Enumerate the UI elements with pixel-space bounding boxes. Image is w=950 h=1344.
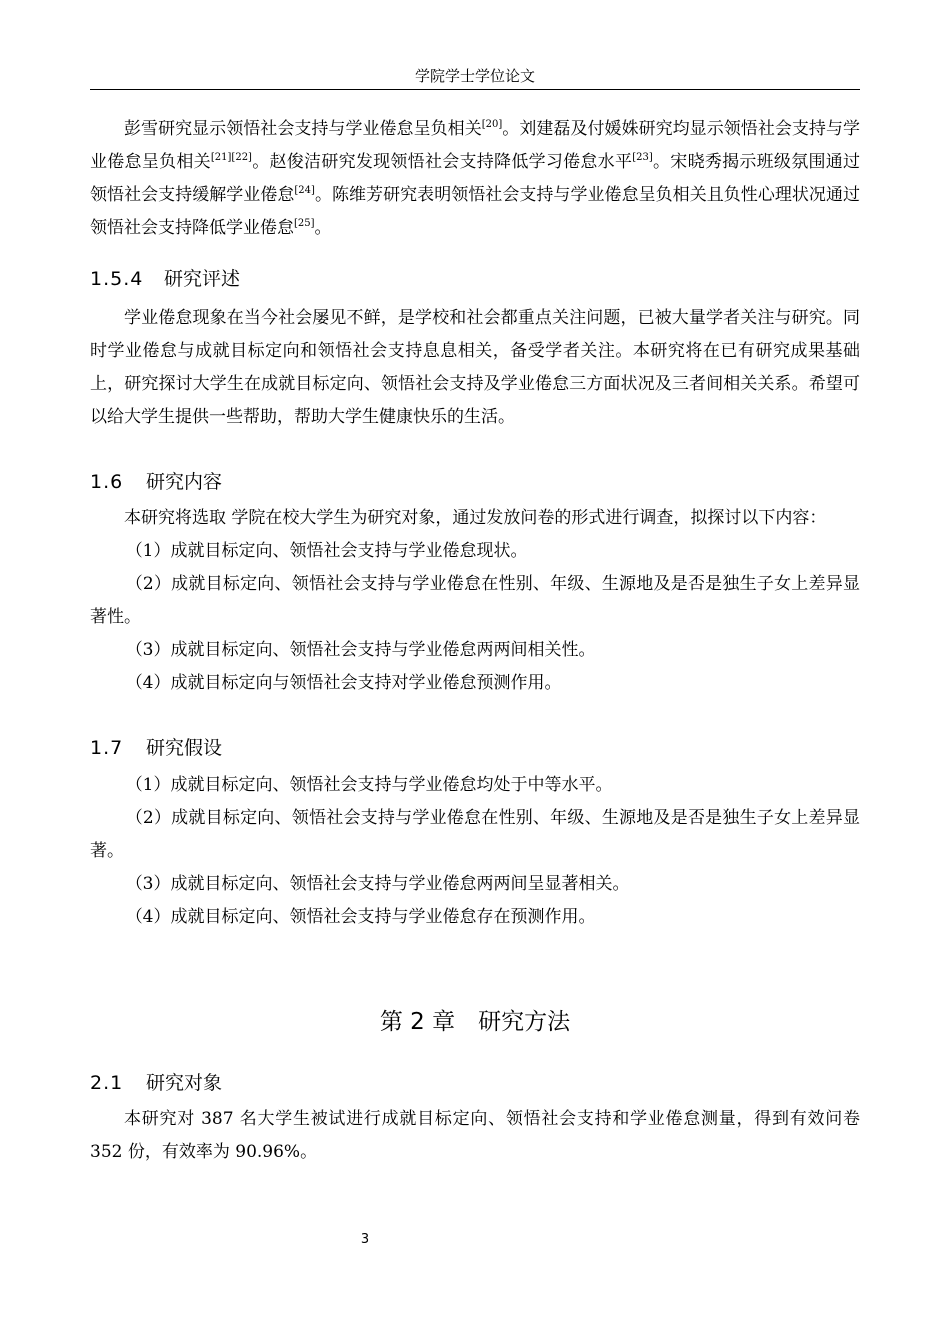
intro-paragraph	[90, 113, 860, 245]
section-number: 1.7	[90, 737, 124, 759]
section-number: 1.5.4	[90, 268, 144, 290]
intro-sentence: 彭雪研究显示领悟社会支持与学业倦怠呈负相关	[124, 119, 482, 139]
section-heading-2-1	[90, 1069, 860, 1097]
citation: [24]	[294, 185, 315, 196]
subjects-paragraph: 本研究对 387 名大学生被试进行成就目标定向、领悟社会支持和学业倦怠测量，得到有效问卷 352 份，有效率为 90.96%。	[90, 1109, 860, 1162]
hypothesis-list-item: （1）成就目标定向、领悟社会支持与学业倦怠均处于中等水平。	[125, 775, 613, 795]
page-number: 3	[360, 1232, 370, 1247]
section-number: 2.1	[90, 1072, 124, 1094]
section-heading-1-7	[90, 734, 860, 762]
section-heading-1-6	[90, 468, 860, 496]
section-title: 研究评述	[164, 268, 241, 290]
hypothesis-list-item: （4）成就目标定向、领悟社会支持与学业倦怠存在预测作用。	[125, 907, 596, 927]
hypothesis-list-item: （2）成就目标定向、领悟社会支持与学业倦怠在性别、年级、生源地及是否是独生子女上差异显著。	[90, 808, 860, 861]
running-header: 学院学士学位论文	[414, 67, 535, 85]
hypothesis-list-item: （3）成就目标定向、领悟社会支持与学业倦怠两两间呈显著相关。	[125, 874, 630, 894]
section-number: 1.6	[90, 471, 124, 493]
content-list-item: （1）成就目标定向、领悟社会支持与学业倦怠现状。	[125, 541, 528, 561]
header-rule	[90, 89, 860, 90]
review-paragraph: 学业倦怠现象在当今社会屡见不鲜，是学校和社会都重点关注问题，已被大量学者关注与研究。同时学业倦怠与成就目标定向和领悟社会支持息息相关，备受学者关注。本研究将在已有研究成果基础上，研究探讨大学生在成就目标定向、领悟社会支持及学业倦怠三方面状况及三者间相关关系。希望可以给大学生提供一些帮助，帮助大学生健康快乐的生活。	[90, 308, 860, 427]
intro-sentence: 。赵俊洁研究发现领悟社会支持降低学习倦怠水平	[251, 152, 633, 172]
intro-sentence: 。宋晓秀揭示班级氛围通过领悟社会支持缓解学业倦怠	[90, 152, 861, 205]
document-body	[90, 113, 860, 1169]
section-heading-1-5-4	[90, 265, 860, 293]
intro-sentence: 。陈维芳研究表明领悟社会支持与学业倦怠呈负相关且负性心理状况通过领悟社会支持降低学业倦怠	[90, 185, 861, 238]
section-title: 研究对象	[146, 1072, 223, 1094]
section-title: 研究假设	[146, 737, 223, 759]
content-list-item: （4）成就目标定向与领悟社会支持对学业倦怠预测作用。	[125, 673, 562, 693]
citation: [21][22]	[210, 152, 252, 163]
intro-sentence: 。刘建磊及付媛姝研究均显示领悟社会支持与学业倦怠呈负相关	[90, 119, 860, 172]
chapter-title: 第 2 章 研究方法	[379, 1009, 571, 1035]
citation: [23]	[632, 152, 653, 163]
citation: [20]	[481, 119, 503, 130]
content-list-item: （2）成就目标定向、领悟社会支持与学业倦怠在性别、年级、生源地及是否是独生子女上差异显著性。	[90, 574, 860, 627]
content-list-item: （3）成就目标定向、领悟社会支持与学业倦怠两两间相关性。	[125, 640, 596, 660]
intro-sentence: 。	[314, 218, 332, 238]
citation: [25]	[294, 218, 315, 229]
section-title: 研究内容	[146, 471, 223, 493]
content-intro-paragraph: 本研究将选取 学院在校大学生为研究对象，通过发放问卷的形式进行调查，拟探讨以下内容：	[124, 508, 827, 528]
